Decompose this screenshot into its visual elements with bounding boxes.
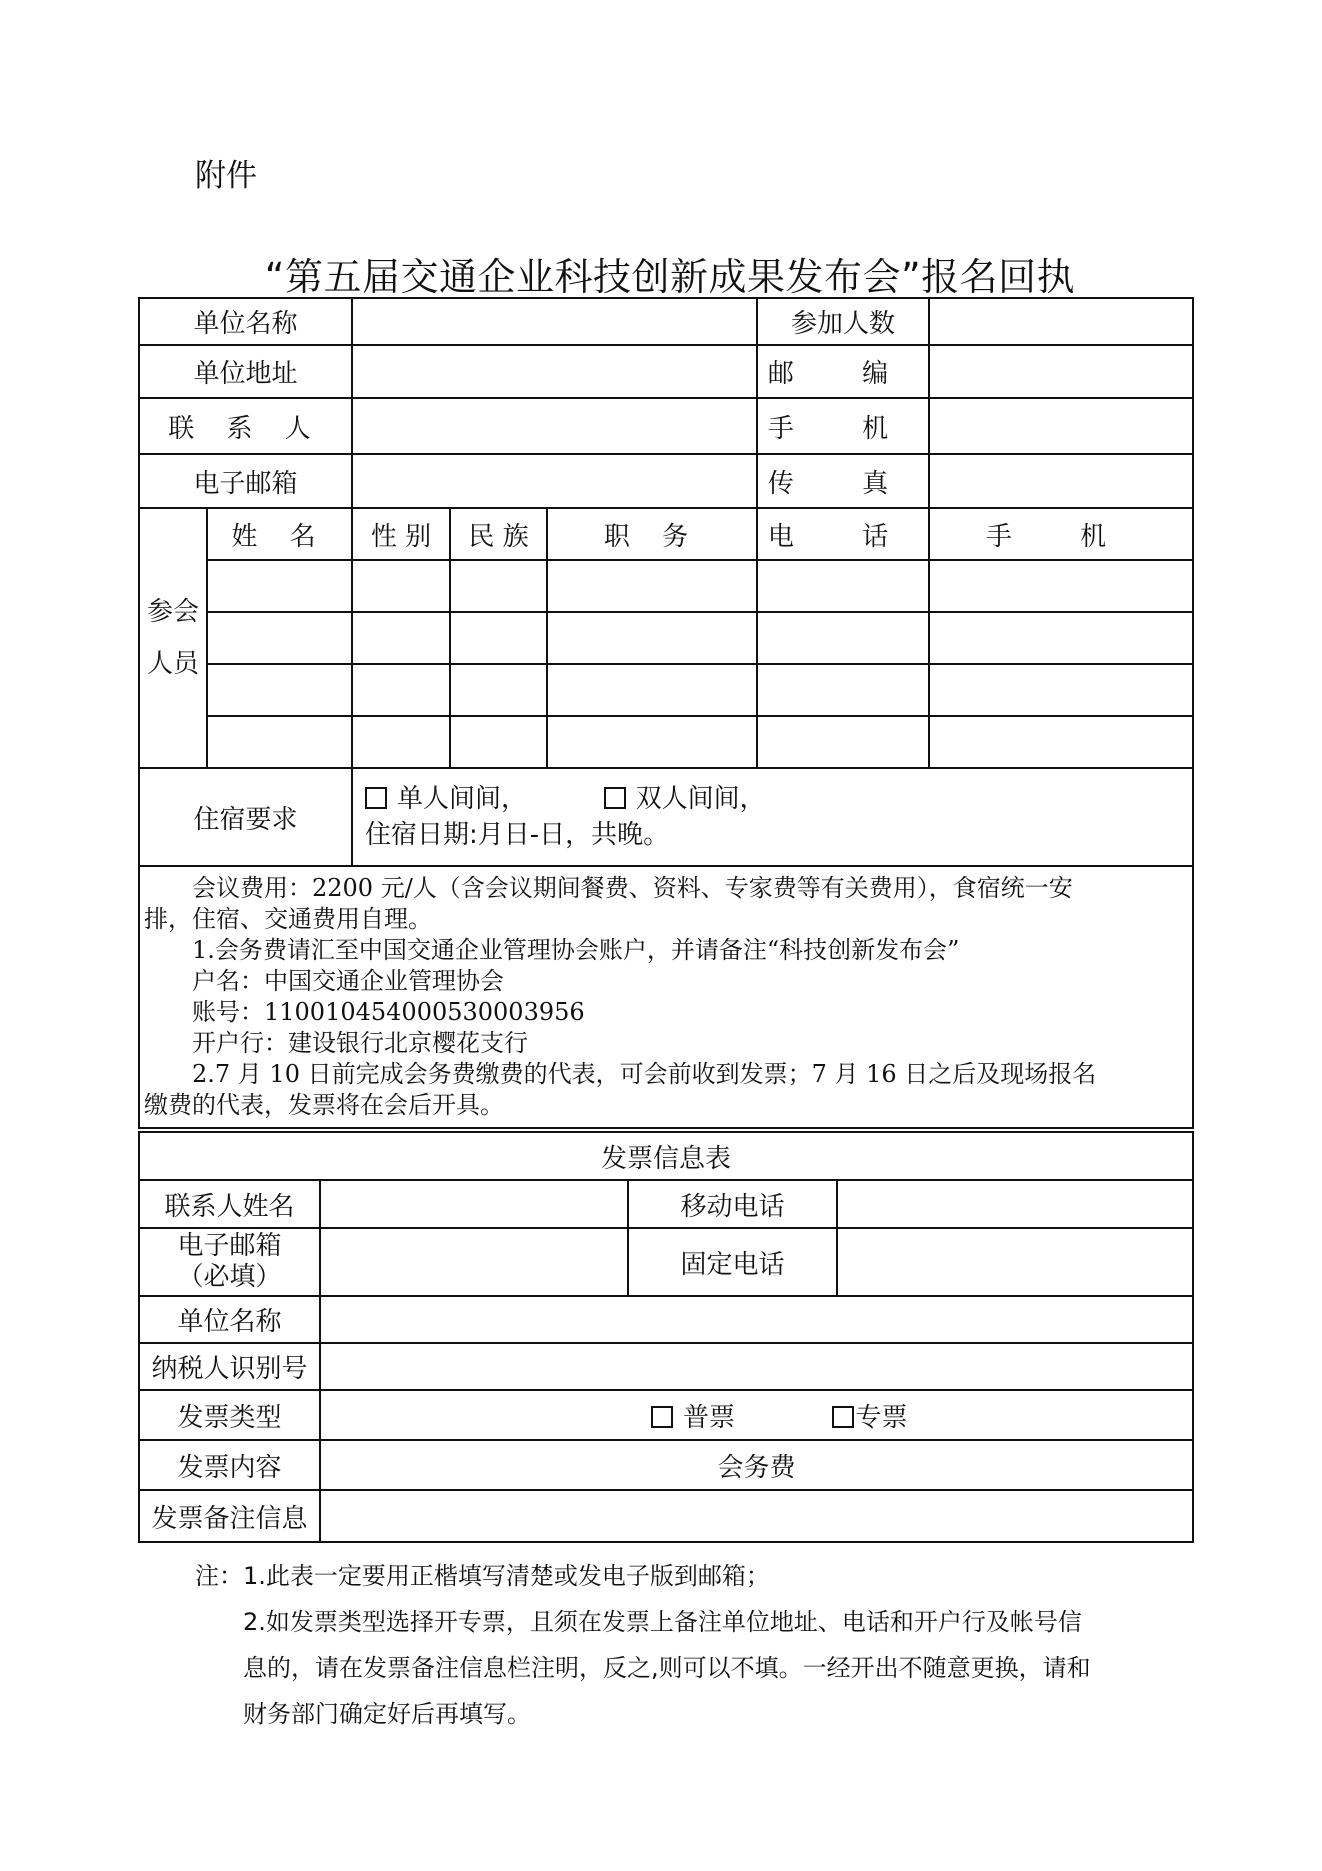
attendee-phone-field[interactable] [757,560,929,612]
invoice-contact-name-field[interactable] [320,1180,628,1228]
stay-dates: 住宿日期:月日-日，共晚。 [365,820,670,850]
special-invoice-label: 专票 [855,1402,908,1433]
attendee-phone-field[interactable] [757,612,929,664]
invoice-header: 发票信息表 [139,1132,1193,1180]
accommodation-label: 住宿要求 [139,768,352,866]
attendee-phone-field[interactable] [757,716,929,768]
attendee-row [139,664,1193,716]
invoice-email-label: 电子邮箱 （必填） [139,1228,320,1296]
attendee-row [139,612,1193,664]
double-room-label: 双人间间， [635,784,766,814]
attendee-position-field[interactable] [547,716,757,768]
email-label: 电子邮箱 [139,454,352,508]
attendee-gender-field[interactable] [352,664,450,716]
attendee-mobile-field[interactable] [929,560,1193,612]
special-invoice-checkbox[interactable] [832,1406,854,1428]
invoice-unit-name-label: 单位名称 [139,1296,320,1343]
attendee-gender-field[interactable] [352,612,450,664]
attendee-ethnicity-field[interactable] [450,560,547,612]
accommodation-options [352,768,1193,866]
attendee-ethnicity-field[interactable] [450,612,547,664]
unit-address-label: 单位地址 [139,345,352,398]
invoice-email-field[interactable] [320,1228,628,1296]
unit-name-label: 单位名称 [139,298,352,345]
invoice-contact-name-label: 联系人姓名 [139,1180,320,1228]
unit-address-field[interactable] [352,345,757,398]
attendee-row [139,560,1193,612]
header-name: 姓 名 [207,508,352,560]
attendee-mobile-field[interactable] [929,716,1193,768]
invoice-content-value: 会务费 [320,1440,1193,1490]
notes [195,1553,1091,1737]
form-title: “第五届交通企业科技创新成果发布会”报名回执 [264,255,1076,299]
postcode-label: 邮 编 [757,345,929,398]
header-gender: 性 别 [352,508,450,560]
note-line-3: 息的，请在发票备注信息栏注明，反之,则可以不填。一经开出不随意更换，请和 [243,1654,1091,1682]
attendee-position-field[interactable] [547,560,757,612]
mobile-label: 手 机 [757,398,929,454]
attendee-mobile-field[interactable] [929,664,1193,716]
registration-table [138,297,1194,1129]
attendees-count-label: 参加人数 [757,298,929,345]
header-mobile: 手 机 [929,508,1193,560]
invoice-landline-label: 固定电话 [628,1228,837,1296]
invoice-type-options [320,1390,1193,1440]
attendee-gender-field[interactable] [352,716,450,768]
header-ethnicity: 民 族 [450,508,547,560]
attendee-position-field[interactable] [547,612,757,664]
invoice-mobile-field[interactable] [837,1180,1193,1228]
attendee-ethnicity-field[interactable] [450,716,547,768]
postcode-field[interactable] [929,345,1193,398]
email-field[interactable] [352,454,757,508]
contact-label: 联 系 人 [139,398,352,454]
fax-field[interactable] [929,454,1193,508]
tax-id-field[interactable] [320,1343,1193,1390]
attendee-gender-field[interactable] [352,560,450,612]
fax-label: 传 真 [757,454,929,508]
invoice-table [138,1131,1194,1543]
invoice-type-label: 发票类型 [139,1390,320,1440]
invoice-landline-field[interactable] [837,1228,1193,1296]
invoice-remark-label: 发票备注信息 [139,1490,320,1542]
attendee-row [139,716,1193,768]
invoice-content-label: 发票内容 [139,1440,320,1490]
unit-name-field[interactable] [352,298,757,345]
attendee-name-field[interactable] [207,664,352,716]
normal-invoice-label: 普票 [683,1402,736,1433]
attendee-ethnicity-field[interactable] [450,664,547,716]
tax-id-label: 纳税人识别号 [139,1343,320,1390]
header-position: 职 务 [547,508,757,560]
attendee-phone-field[interactable] [757,664,929,716]
attendees-count-field[interactable] [929,298,1193,345]
attachment-label: 附件 [195,158,257,194]
attendee-name-field[interactable] [207,716,352,768]
note-line-2: 2.如发票类型选择开专票，且须在发票上备注单位地址、电话和开户行及帐号信 [243,1608,1082,1636]
mobile-field[interactable] [929,398,1193,454]
attendee-mobile-field[interactable] [929,612,1193,664]
attendee-name-field[interactable] [207,560,352,612]
invoice-unit-name-field[interactable] [320,1296,1193,1343]
header-phone: 电 话 [757,508,929,560]
fee-info: 会议费用：2200 元/人（含会议期间餐费、资料、专家费等有关费用），食宿统一安 排，住宿、交通费用自理。 1.会务费请汇至中国交通企业管理协会账户，并请备注“科技创新发布会” 户名：中国交通企业管理协会 账号：110010454000530003956 开户行：建设银行北京樱花支行 2.7 月 10 日前完成会务费缴费的代表，可会前收到发票；7 月 16 日之后及现场报名 缴费的代表，发票将在会后开具。 [139,866,1193,1128]
single-room-checkbox[interactable] [365,787,387,809]
double-room-checkbox[interactable] [604,787,626,809]
normal-invoice-checkbox[interactable] [651,1406,673,1428]
attendee-name-field[interactable] [207,612,352,664]
single-room-label: 单人间间， [397,784,528,814]
contact-field[interactable] [352,398,757,454]
note-line-1: 注：1.此表一定要用正楷填写清楚或发电子版到邮箱； [195,1562,770,1590]
invoice-remark-field[interactable] [320,1490,1193,1542]
attendees-side-label: 参会 人员 [139,508,207,768]
attendee-position-field[interactable] [547,664,757,716]
invoice-mobile-label: 移动电话 [628,1180,837,1228]
note-line-4: 财务部门确定好后再填写。 [243,1700,531,1728]
